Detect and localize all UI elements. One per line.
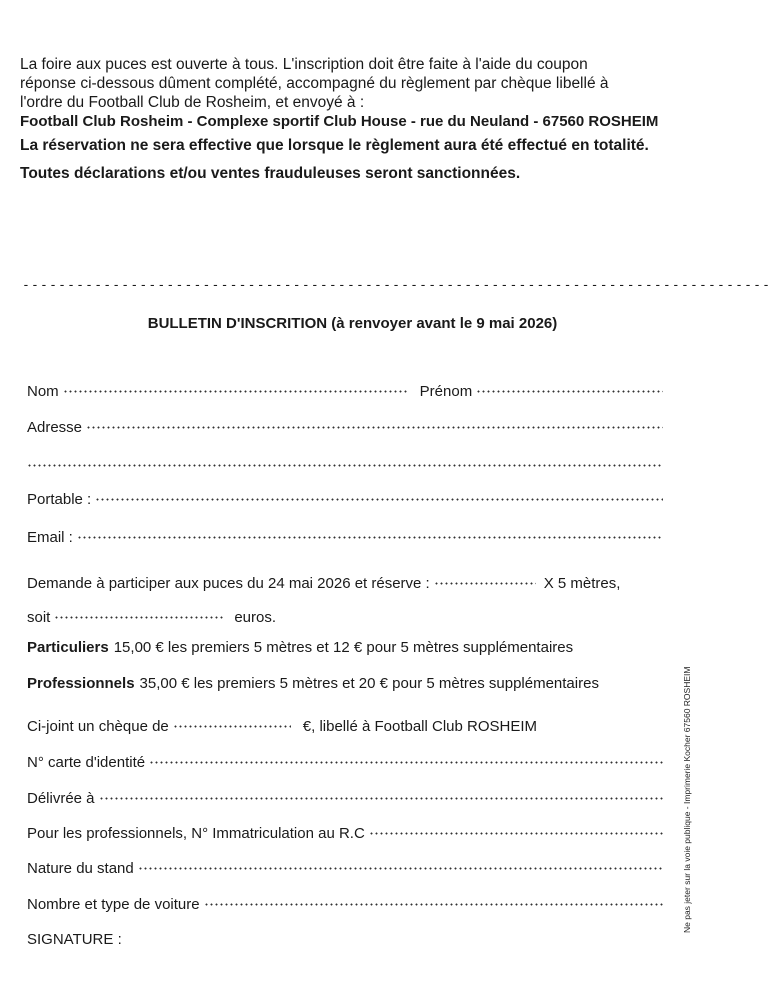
prenom-label: Prénom xyxy=(419,383,473,400)
prenom-field[interactable] xyxy=(476,374,663,396)
adresse-label: Adresse xyxy=(27,419,83,436)
row-professionnels xyxy=(27,673,667,695)
adresse-field-2[interactable] xyxy=(27,448,663,470)
x-metres-label: X 5 mètres, xyxy=(543,575,621,592)
delivree-field[interactable] xyxy=(99,781,663,803)
cheque-prefix: Ci-joint un chèque de xyxy=(27,718,169,735)
row-demande xyxy=(27,566,667,592)
demande-label: Demande à participer aux puces du 24 mai 2026 et réserve : xyxy=(27,575,430,592)
voiture-label: Nombre et type de voiture xyxy=(27,896,200,913)
immatriculation-label: Pour les professionnels, N° Immatriculation au R.C xyxy=(27,825,365,842)
row-nom-prenom xyxy=(27,374,667,400)
row-adresse-2 xyxy=(27,448,667,470)
intro-line-3: l'ordre du Football Club de Rosheim, et envoyé à : xyxy=(20,94,365,111)
cheque-amount-field[interactable] xyxy=(173,709,291,731)
email-label: Email : xyxy=(27,529,73,546)
cheque-suffix: €, libellé à Football Club ROSHEIM xyxy=(302,718,538,735)
euros-label: euros. xyxy=(234,609,277,626)
delivree-label: Délivrée à xyxy=(27,790,95,807)
immatriculation-field[interactable] xyxy=(369,816,663,838)
stand-label: Nature du stand xyxy=(27,860,134,877)
professionnels-tarif: 35,00 € les premiers 5 mètres et 20 € pour 5 mètres supplémentaires xyxy=(139,675,599,692)
signature-area[interactable] xyxy=(126,922,663,944)
nom-label: Nom xyxy=(27,383,59,400)
row-carte xyxy=(27,745,667,771)
row-immatriculation xyxy=(27,816,667,842)
intro-line-2: réponse ci-dessous dûment complété, accompagné du règlement par chèque libellé à xyxy=(20,75,609,92)
professionnels-label: Professionnels xyxy=(27,675,135,692)
particuliers-tarif: 15,00 € les premiers 5 mètres et 12 € pour 5 mètres supplémentaires xyxy=(113,639,574,656)
row-voiture xyxy=(27,887,667,913)
soit-label: soit xyxy=(27,609,51,626)
row-signature xyxy=(27,922,667,948)
portable-label: Portable : xyxy=(27,491,92,508)
portable-field[interactable] xyxy=(95,482,663,504)
reserve-field[interactable] xyxy=(434,566,536,588)
intro-text xyxy=(20,55,690,187)
warning-payment: La réservation ne sera effective que lorsque le règlement aura été effectué en totalité. xyxy=(20,137,649,154)
cut-line: ----------------------------------------------------------------------------------- xyxy=(22,278,771,293)
row-delivree xyxy=(27,781,667,807)
row-soit xyxy=(27,600,667,626)
warning-fraud: Toutes déclarations et/ou ventes frauduleuses seront sanctionnées. xyxy=(20,165,521,182)
row-portable xyxy=(27,482,667,508)
row-cheque xyxy=(27,709,667,735)
intro-line-1: La foire aux puces est ouverte à tous. L'inscription doit être faite à l'aide du coupon xyxy=(20,56,588,73)
nom-field[interactable] xyxy=(63,374,408,396)
printer-note: Ne pas jeter sur la voie publique - Imprimerie Kocher 67560 ROSHEIM xyxy=(682,666,692,933)
adresse-field[interactable] xyxy=(86,410,663,432)
row-particuliers xyxy=(27,637,667,659)
row-stand xyxy=(27,851,667,877)
row-adresse xyxy=(27,410,667,436)
row-email xyxy=(27,520,667,546)
club-address: Football Club Rosheim - Complexe sportif Club House - rue du Neuland - 67560 ROSHEIM xyxy=(20,113,659,130)
email-field[interactable] xyxy=(77,520,663,542)
bulletin-title: BULLETIN D'INSCRITION (à renvoyer avant le 9 mai 2026) xyxy=(147,315,558,332)
voiture-field[interactable] xyxy=(204,887,663,909)
particuliers-label: Particuliers xyxy=(27,639,109,656)
stand-field[interactable] xyxy=(138,851,663,873)
signature-label: SIGNATURE : xyxy=(27,931,122,948)
carte-field[interactable] xyxy=(149,745,663,767)
montant-field[interactable] xyxy=(54,600,224,622)
carte-label: N° carte d'identité xyxy=(27,754,146,771)
